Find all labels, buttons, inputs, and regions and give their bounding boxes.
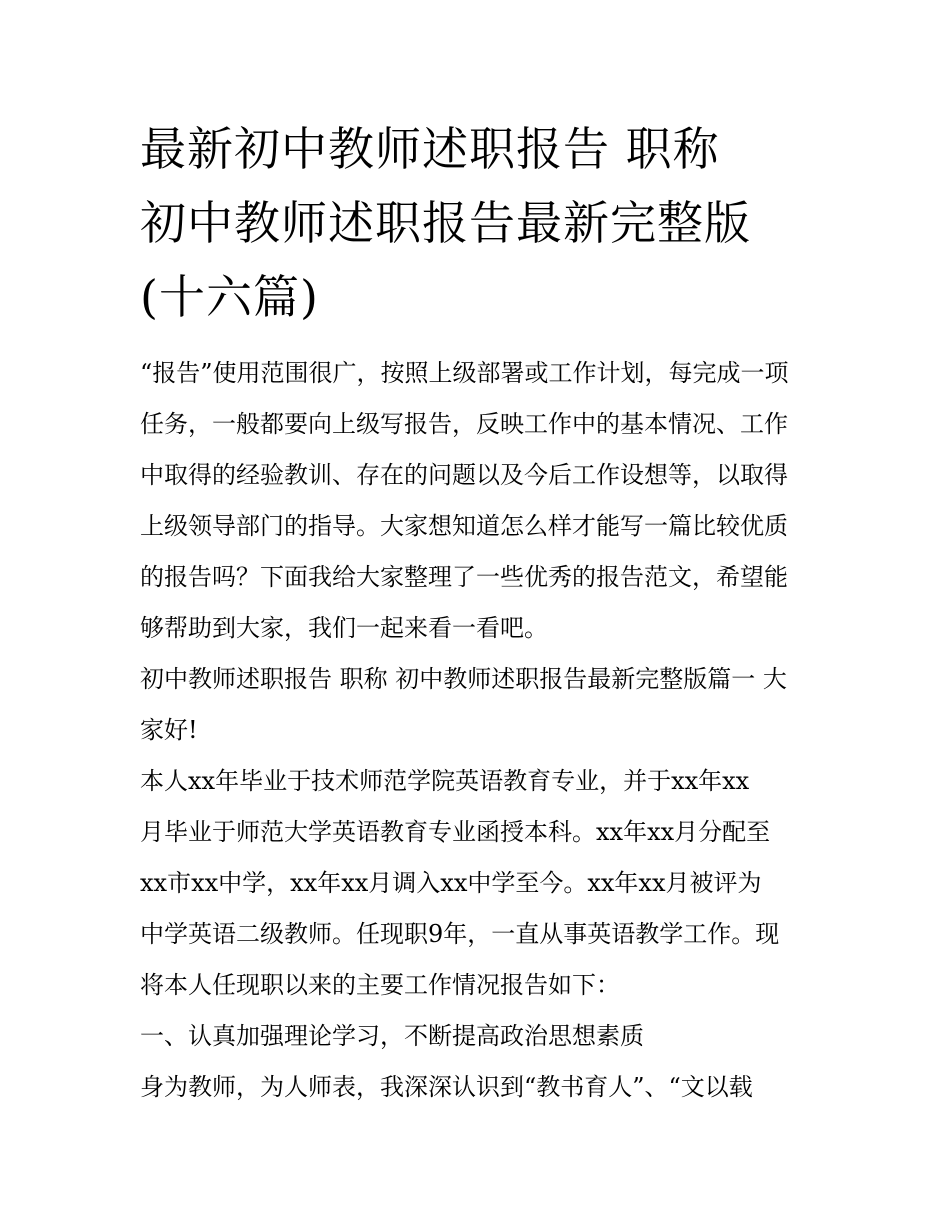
paragraph-line: 中学英语二级教师。任现职9年，一直从事英语教学工作。现	[140, 920, 780, 948]
paragraph-line: 上级领导部门的指导。大家想知道怎么样才能写一篇比较优质	[140, 512, 788, 540]
paragraph-line: 本人xx年毕业于技术师范学院英语教育专业，并于xx年xx	[140, 767, 750, 795]
paragraph-line: 的报告吗？下面我给大家整理了一些优秀的报告范文，希望能	[140, 563, 788, 591]
paragraph-line: 初中教师述职报告 职称 初中教师述职报告最新完整版篇一 大	[140, 665, 787, 693]
title-line: 初中教师述职报告最新完整版	[140, 196, 751, 250]
document-title	[140, 112, 812, 334]
paragraph-line: 将本人任现职以来的主要工作情况报告如下：	[140, 971, 620, 999]
background-paragraph	[140, 756, 812, 1011]
paragraph-line: 月毕业于师范大学英语教育专业函授本科。xx年xx月分配至	[140, 818, 771, 846]
section-heading-paragraph	[140, 654, 812, 756]
title-line: 最新初中教师述职报告 职称	[140, 122, 720, 176]
paragraph-line: 家好!	[140, 716, 198, 744]
paragraph-line: 够帮助到大家，我们一起来看一看吧。	[140, 614, 548, 642]
paragraph-line: 身为教师，为人师表，我深深认识到“教书育人”、“文以载	[140, 1073, 753, 1101]
subheading-paragraph	[140, 1011, 812, 1062]
paragraph-line: “报告”使用范围很广，按照上级部署或工作计划，每完成一项	[140, 359, 789, 387]
paragraph-line: 中取得的经验教训、存在的问题以及今后工作设想等，以取得	[140, 461, 788, 489]
intro-paragraph	[140, 348, 812, 654]
paragraph-line: 一、认真加强理论学习，不断提高政治思想素质	[140, 1022, 644, 1050]
body-paragraph	[140, 1062, 812, 1113]
paragraph-line: xx市xx中学，xx年xx月调入xx中学至今。xx年xx月被评为	[140, 869, 762, 897]
title-line: (十六篇)	[140, 270, 319, 324]
paragraph-line: 任务，一般都要向上级写报告，反映工作中的基本情况、工作	[140, 410, 788, 438]
document-body	[140, 112, 812, 1113]
